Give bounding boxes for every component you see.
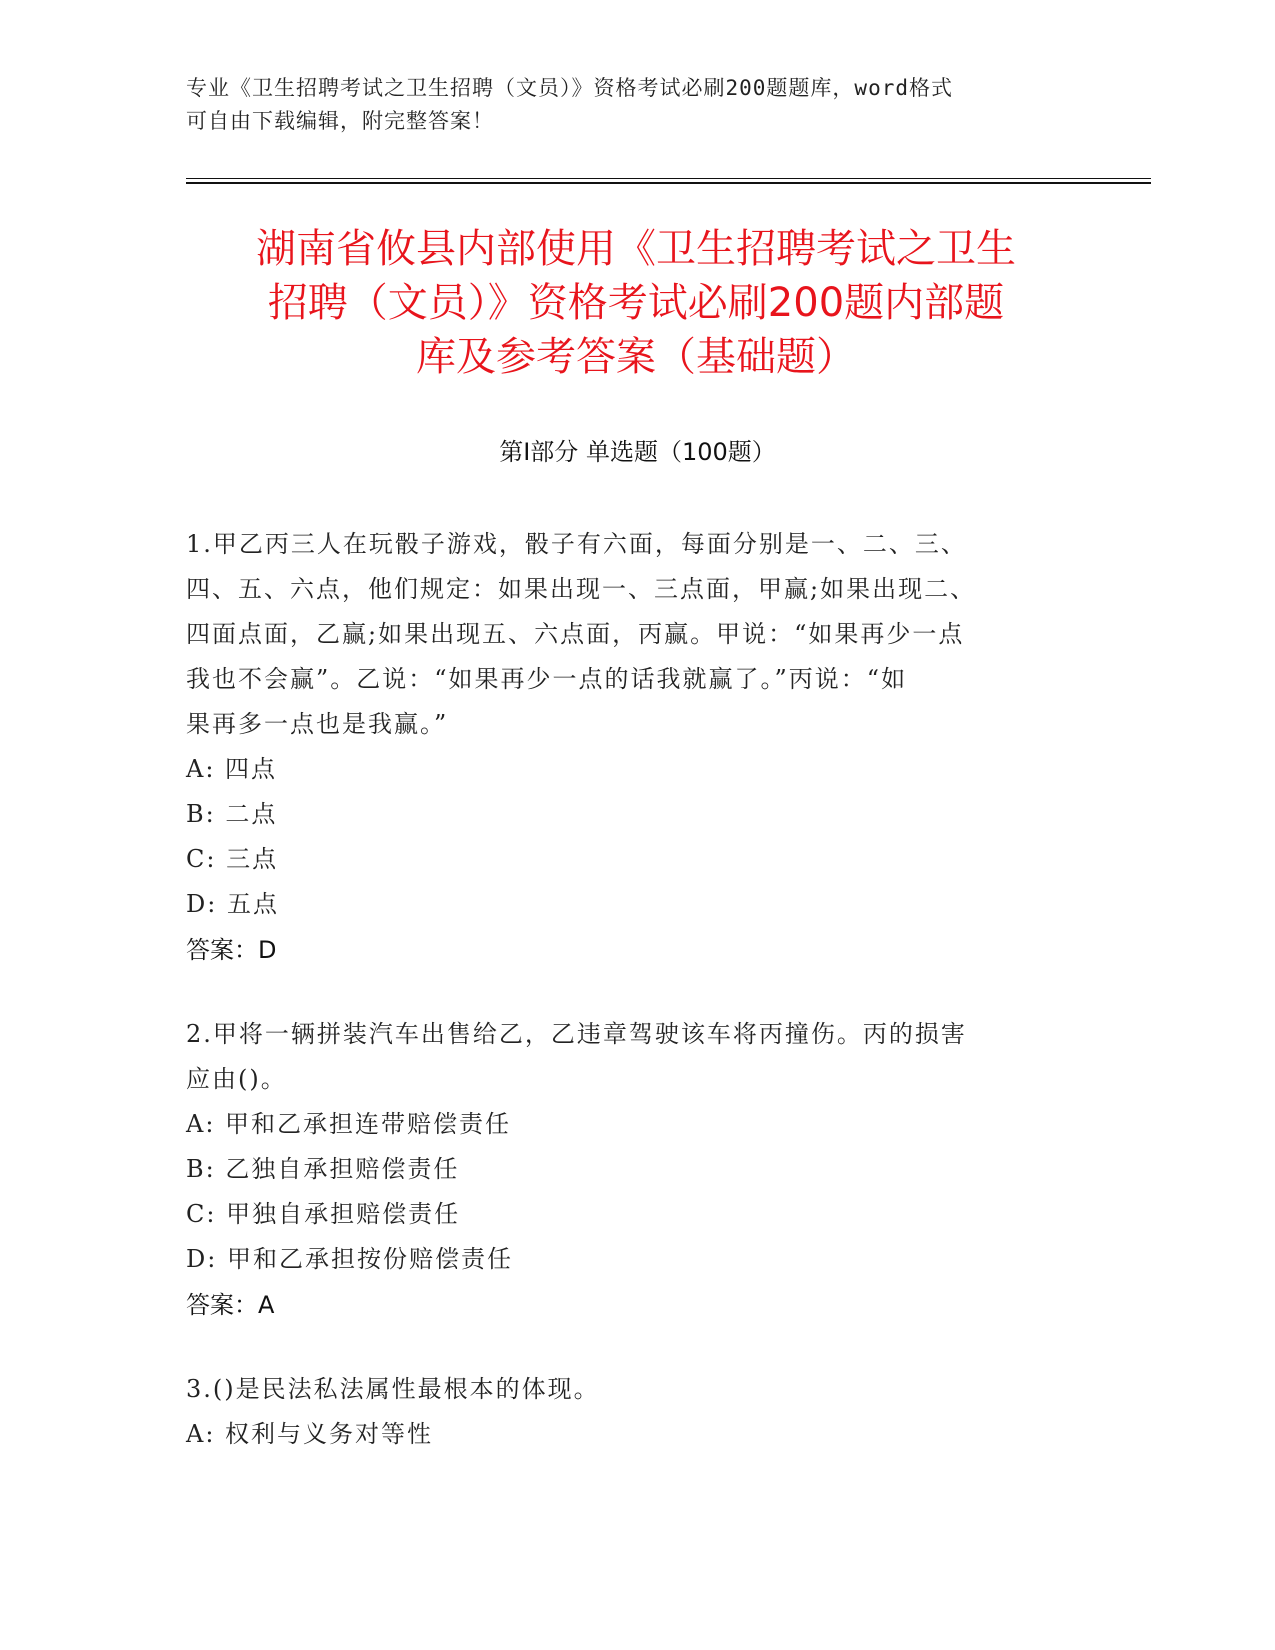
question-stem: 四面点面，乙赢;如果出现五、六点面，丙赢。甲说：“如果再少一点 bbox=[186, 620, 965, 648]
option-b: B: 乙独自承担赔偿责任 bbox=[186, 1155, 460, 1183]
question-2 bbox=[186, 1012, 1066, 1329]
option-c: C: 三点 bbox=[186, 845, 279, 873]
option-d: D: 甲和乙承担按份赔偿责任 bbox=[186, 1245, 513, 1273]
section-title: 第Ⅰ部分 单选题（100题） bbox=[499, 438, 776, 466]
header-note-line-1: 专业《卫生招聘考试之卫生招聘（文员）》资格考试必刷200题题库，word格式 bbox=[186, 76, 953, 100]
document-title bbox=[196, 222, 1076, 384]
option-d: D: 五点 bbox=[186, 890, 279, 918]
option-c: C: 甲独自承担赔偿责任 bbox=[186, 1200, 461, 1228]
answer-key: 答案：A bbox=[186, 1291, 275, 1319]
question-stem: 四、五、六点，他们规定：如果出现一、三点面，甲赢;如果出现二、 bbox=[186, 575, 977, 603]
question-3 bbox=[186, 1367, 1066, 1457]
header-note-line-2: 可自由下载编辑，附完整答案！ bbox=[186, 109, 494, 133]
question-stem: 3.()是民法私法属性最根本的体现。 bbox=[186, 1375, 600, 1403]
question-stem: 果再多一点也是我赢。” bbox=[186, 710, 449, 738]
option-a: A: 四点 bbox=[186, 755, 278, 783]
document-title-line-3: 库及参考答案（基础题） bbox=[416, 334, 856, 380]
option-a: A: 甲和乙承担连带赔偿责任 bbox=[186, 1110, 512, 1138]
answer-key: 答案：D bbox=[186, 936, 277, 964]
header-divider-thin bbox=[186, 178, 1151, 179]
option-b: B: 二点 bbox=[186, 800, 278, 828]
document-title-line-1: 湖南省攸县内部使用《卫生招聘考试之卫生 bbox=[256, 226, 1016, 272]
question-stem: 我也不会赢”。乙说：“如果再少一点的话我就赢了。”丙说：“如 bbox=[186, 665, 908, 693]
question-list bbox=[186, 522, 1066, 1495]
document-title-line-2: 招聘（文员）》资格考试必刷200题内部题 bbox=[267, 280, 1005, 326]
question-stem: 应由()。 bbox=[186, 1065, 287, 1093]
question-1 bbox=[186, 522, 1066, 974]
option-a: A: 权利与义务对等性 bbox=[186, 1420, 434, 1448]
header-note bbox=[186, 72, 1066, 138]
header-divider-thick bbox=[186, 182, 1151, 184]
question-stem: 1.甲乙丙三人在玩骰子游戏，骰子有六面，每面分别是一、二、三、 bbox=[186, 530, 967, 558]
question-stem: 2.甲将一辆拼装汽车出售给乙，乙违章驾驶该车将丙撞伤。丙的损害 bbox=[186, 1020, 967, 1048]
